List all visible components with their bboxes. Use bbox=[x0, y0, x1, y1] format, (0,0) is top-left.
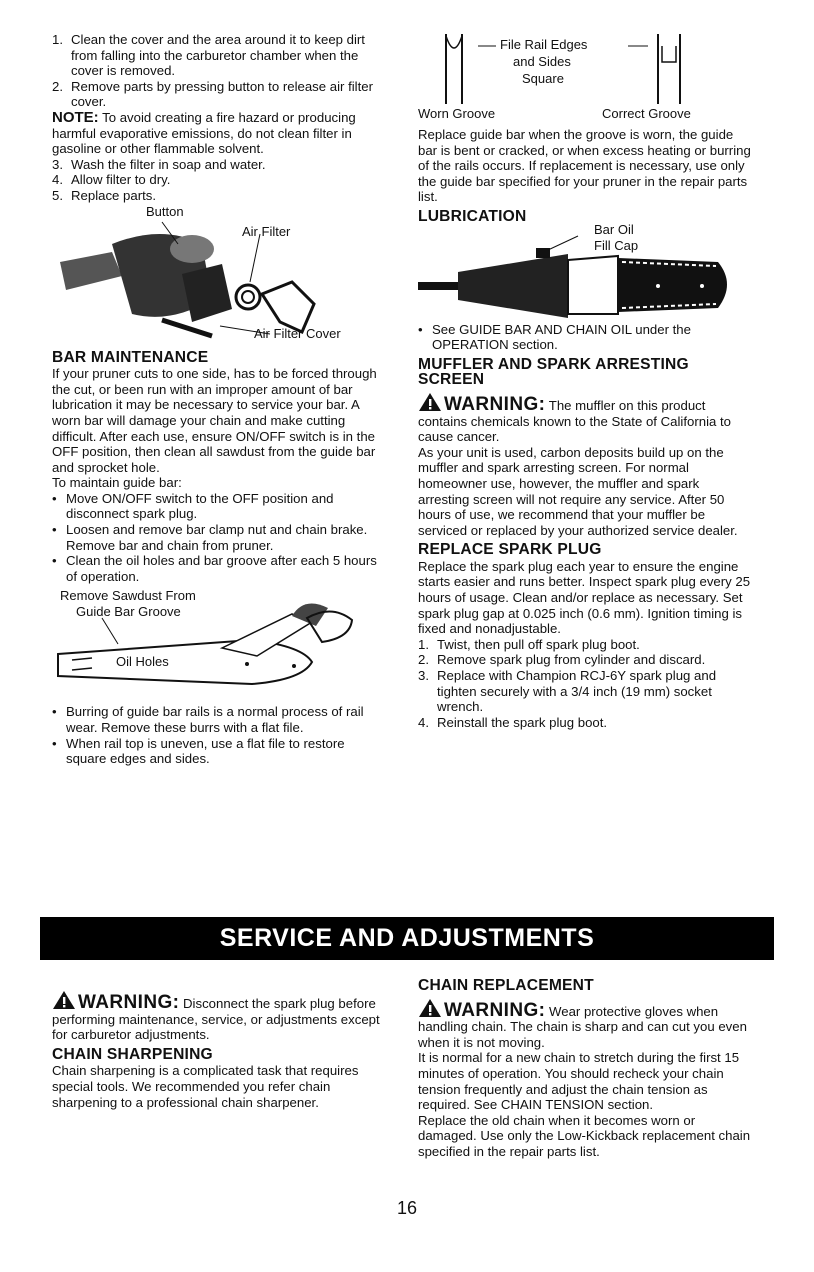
air-filter-cover-label: Air Filter Cover bbox=[254, 325, 341, 341]
bar-bullets bbox=[52, 491, 387, 585]
file-rail-label-3: Square bbox=[522, 71, 564, 86]
right-column bbox=[418, 32, 753, 730]
chain-sharpening-heading: CHAIN SHARPENING bbox=[52, 1045, 213, 1063]
list-item: 5. Replace parts. bbox=[52, 187, 157, 203]
filter-steps-2 bbox=[52, 157, 387, 204]
warning-icon bbox=[418, 392, 442, 412]
list-item: • Clean the oil holes and bar groove after each 5 hours of operation. bbox=[52, 553, 377, 584]
lubrication-heading: LUBRICATION bbox=[418, 207, 527, 225]
air-filter-figure bbox=[52, 204, 387, 346]
remove-sawdust-label-2: Guide Bar Groove bbox=[76, 604, 181, 620]
chain-stretch-paragraph: It is normal for a new chain to stretch during the first 15 minutes of operation. You should recheck your chain tension frequently and adjust the chain tension as required. See CHAIN TENSION section. bbox=[418, 1050, 740, 1113]
bar-maintain-intro: To maintain guide bar: bbox=[52, 475, 182, 491]
lubrication-figure bbox=[418, 221, 753, 322]
chain-replacement-heading: CHAIN REPLACEMENT bbox=[418, 977, 594, 994]
list-item: 2. Remove parts by pressing button to release air filter cover. bbox=[52, 78, 373, 110]
bottom-left-column bbox=[52, 990, 387, 1110]
list-item: 1. Twist, then pull off spark plug boot. bbox=[418, 636, 640, 652]
list-item: • Burring of guide bar rails is a normal process of rail wear. Remove these burrs with a flat file. bbox=[52, 704, 364, 736]
muffler-paragraph: As your unit is used, carbon deposits build up on the muffler and spark arresting screen. For normal homeowner use, however, the muffler and spark arresting screen will not require any service. After 50 hours of use, we recommend that your muffler be serviced or replaced by your authorized service dealer. bbox=[418, 444, 738, 538]
muffler-heading: MUFFLER AND SPARK ARRESTING SCREEN bbox=[418, 355, 689, 389]
bar-bullets-2 bbox=[52, 704, 387, 766]
lubrication-illustration bbox=[418, 226, 753, 322]
lubrication-bullets bbox=[418, 322, 753, 353]
replace-bar-paragraph: Replace guide bar when the groove is worn, the guide bar is bent or cracked, or when excess heating or burring of the rails occurs. If replacement is necessary, use only the guide bar specified for your pruner in the repair parts list. bbox=[418, 127, 751, 205]
muffler-warning: WARNING: The muffler on this product contains chemicals known to the State of California to cause cancer. bbox=[418, 393, 732, 445]
chain-replace-paragraph: Replace the old chain when it becomes worn or damaged. Use only the Low-Kickback replacement chain specified in the repair parts list. bbox=[418, 1112, 751, 1159]
list-item: 3. Replace with Champion RCJ-6Y spark plug and tighten securely with a 3/4 inch (19 mm) socket wrench. bbox=[418, 668, 717, 715]
worn-groove-label: Worn Groove bbox=[418, 106, 496, 121]
filter-steps-1 bbox=[52, 32, 387, 110]
oil-holes-label: Oil Holes bbox=[116, 654, 169, 670]
bottom-right-column bbox=[418, 974, 753, 1160]
bar-oil-label: Bar Oil bbox=[594, 221, 634, 237]
spark-plug-steps bbox=[418, 637, 753, 731]
file-rail-label-2: and Sides bbox=[513, 54, 571, 69]
groove-figure bbox=[418, 32, 753, 127]
warning-icon bbox=[52, 990, 76, 1010]
list-item: 3. Wash the filter in soap and water. bbox=[52, 156, 266, 172]
service-warning: WARNING: Disconnect the spark plug before performing maintenance, service, or adjustments except for carburetor adjustments. bbox=[52, 992, 380, 1043]
chain-sharpening-paragraph: Chain sharpening is a complicated task that requires special tools. We recommended you refer chain sharpening to a professional chain sharpener. bbox=[52, 1063, 359, 1110]
bar-maintenance-heading: BAR MAINTENANCE bbox=[52, 348, 209, 366]
spark-plug-heading: REPLACE SPARK PLUG bbox=[418, 541, 602, 559]
correct-groove-label: Correct Groove bbox=[602, 106, 691, 121]
list-item: 1. Clean the cover and the area around it to keep dirt from falling into the carburetor chamber when the cover is removed. bbox=[52, 32, 365, 79]
section-banner: SERVICE AND ADJUSTMENTS bbox=[40, 917, 774, 960]
page-number: 16 bbox=[396, 1198, 418, 1218]
list-item: 4. Reinstall the spark plug boot. bbox=[418, 714, 608, 730]
button-label: Button bbox=[146, 203, 184, 219]
file-rail-label-1: File Rail Edges bbox=[500, 37, 588, 52]
warning-icon bbox=[418, 998, 442, 1018]
air-filter-illustration bbox=[52, 204, 387, 346]
list-item: 4. Allow filter to dry. bbox=[52, 172, 171, 188]
list-item: • When rail top is uneven, use a flat file to restore square edges and sides. bbox=[52, 735, 345, 767]
list-item: • See GUIDE BAR AND CHAIN OIL under the OPERATION section. bbox=[418, 321, 691, 353]
remove-sawdust-label-1: Remove Sawdust From bbox=[60, 588, 196, 604]
fill-cap-label: Fill Cap bbox=[594, 237, 639, 253]
note: NOTE: To avoid creating a fire hazard or producing harmful evaporative emissions, do not clean filter in gasoline or other flammable solvent. bbox=[52, 108, 356, 157]
bar-paragraph: If your pruner cuts to one side, has to be forced through the cut, or been run with an improper amount of bar lubrication it may be necessary to service your bar. A worn bar will damage your chain and make cutting difficult. After each use, ensure ON/OFF switch is in the OFF position, then clean all sawdust from the guide bar and sprocket hole. bbox=[52, 366, 377, 475]
spark-plug-paragraph: Replace the spark plug each year to ensure the engine starts easier and runs better. Inspect spark plug every 25 hours of usage. Clean and/or replace as necessary. Set spark plug gap at 0.025 inch (0.6 mm). Ignition timing is fixed and nonadjustable. bbox=[418, 558, 751, 637]
left-column bbox=[52, 32, 387, 767]
air-filter-label: Air Filter bbox=[242, 223, 291, 239]
list-item: • Loosen and remove bar clamp nut and chain brake. Remove bar and chain from pruner. bbox=[52, 522, 368, 553]
guide-bar-figure bbox=[52, 584, 387, 704]
list-item: 2. Remove spark plug from cylinder and discard. bbox=[418, 652, 706, 668]
chain-warning: WARNING: Wear protective gloves when handling chain. The chain is sharp and can cut you even when it is not moving. bbox=[418, 999, 747, 1050]
list-item: • Move ON/OFF switch to the OFF position and disconnect spark plug. bbox=[52, 490, 334, 522]
